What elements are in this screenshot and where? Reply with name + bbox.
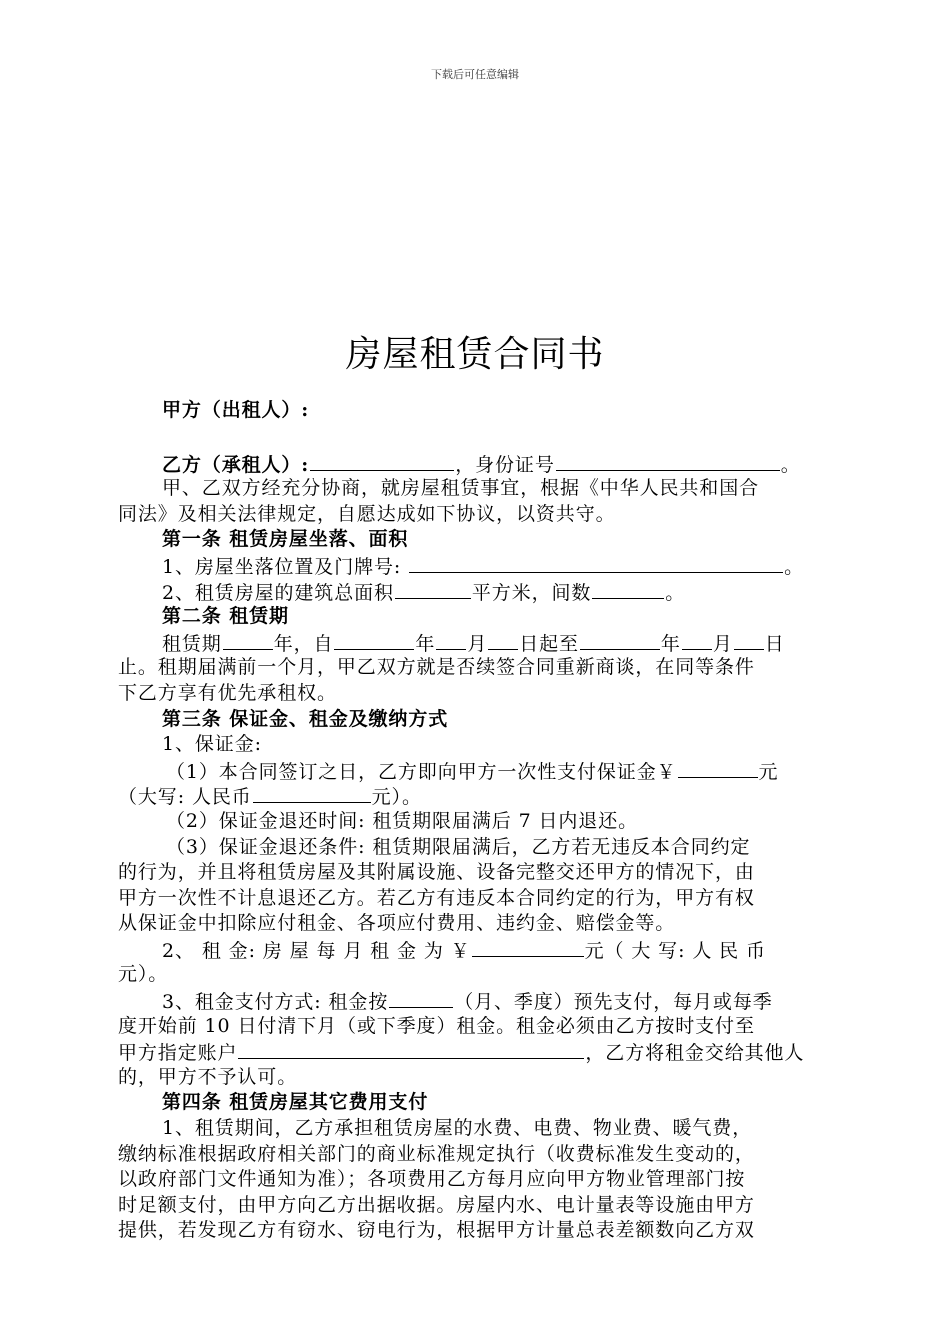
- article-3-item-3-line-4: 的，甲方不予认可。: [118, 1065, 298, 1088]
- article-4-line-5: 提供，若发现乙方有窃水、窃电行为，根据甲方计量总表差额数向乙方双: [118, 1219, 755, 1242]
- article-4-line-4: 时足额支付，由甲方向乙方出据收据。房屋内水、电计量表等设施由甲方: [118, 1193, 755, 1216]
- intro-line-2: 同法》及相关法律规定，自愿达成如下协议，以资共守。: [118, 502, 616, 525]
- area-blank[interactable]: [395, 579, 471, 599]
- end-month-blank[interactable]: [682, 630, 712, 650]
- article-3-sub-3-line-3: 甲方一次性不计息退还乙方。若乙方有违反本合同约定的行为，甲方有权: [118, 886, 755, 909]
- intro-line-1: 甲、乙双方经充分协商，就房屋租赁事宜，根据《中华人民共和国合: [162, 477, 760, 500]
- contract-body: [118, 398, 834, 1244]
- article-3-sub-1-line-2: （大写: 人民币 元）。: [118, 783, 834, 809]
- party-b-line: 乙方（承租人）: ，身份证号 。: [118, 451, 834, 477]
- article-3-item-3-line-1: 3、租金支付方式: 租金按 （月、季度）预先支付，每月或每季: [118, 988, 834, 1014]
- article-4-line-1: 1、租赁期间，乙方承担租赁房屋的水费、电费、物业费、暖气费，: [162, 1117, 753, 1140]
- start-month-blank[interactable]: [436, 630, 466, 650]
- article-4-line-3: 以政府部门文件通知为准）；各项费用乙方每月应向甲方物业管理部门按: [118, 1168, 746, 1191]
- id-number-blank[interactable]: [556, 451, 780, 471]
- article-1-item-1: 1、房屋坐落位置及门牌号: 。: [118, 553, 834, 579]
- room-count-blank[interactable]: [592, 579, 664, 599]
- article-3-item-1: 1、保证金:: [162, 733, 262, 756]
- article-3-sub-3-line-2: 的行为，并且将租赁房屋及其附属设施、设备完整交还甲方的情况下，由: [118, 861, 755, 884]
- article-3-sub-1-line-1: （1）本合同签订之日，乙方即向甲方一次性支付保证金￥ 元: [118, 758, 834, 784]
- article-2-line-1: 租赁期 年，自 年 月 日起至 年 月 日: [118, 630, 834, 656]
- article-3-heading: 第三条 保证金、租金及缴纳方式: [162, 707, 449, 730]
- end-day-blank[interactable]: [734, 630, 764, 650]
- deposit-uppercase-blank[interactable]: [253, 783, 371, 803]
- payment-period-blank[interactable]: [389, 988, 453, 1008]
- lease-years-blank[interactable]: [223, 630, 273, 650]
- article-3-sub-3-line-1: （3）保证金退还条件: 租赁期限届满后，乙方若无违反本合同约定: [166, 835, 751, 858]
- monthly-rent-blank[interactable]: [472, 937, 584, 957]
- article-3-item-2-line-2: 元）。: [118, 963, 169, 986]
- document-title: 房屋租赁合同书: [345, 334, 605, 375]
- article-1-item-2: 2、租赁房屋的建筑总面积 平方米，间数 。: [118, 579, 834, 605]
- start-year-blank[interactable]: [334, 630, 414, 650]
- end-year-blank[interactable]: [580, 630, 660, 650]
- article-3-item-2-line-1: 2、 租 金: 房 屋 每 月 租 金 为 ￥ 元（ 大 写: 人 民 币: [118, 937, 834, 963]
- article-3-sub-2: （2）保证金退还时间: 租赁期限届满后 7 日内退还。: [166, 809, 638, 832]
- article-2-line-2: 止。租期届满前一个月，甲乙双方就是否续签合同重新商谈，在同等条件: [118, 656, 755, 679]
- article-4-line-2: 缴纳标准根据政府相关部门的商业标准规定执行（收费标准发生变动的，: [118, 1142, 755, 1165]
- article-3-item-3-line-3: 甲方指定账户 ，乙方将租金交给其他人: [118, 1039, 834, 1065]
- start-day-blank[interactable]: [488, 630, 518, 650]
- party-a-line: 甲方（出租人）:: [162, 399, 310, 421]
- article-2-heading: 第二条 租赁期: [162, 605, 289, 628]
- article-4-heading: 第四条 租赁房屋其它费用支付: [162, 1091, 429, 1114]
- article-2-line-3: 下乙方享有优先承租权。: [118, 681, 337, 704]
- article-3-sub-3-line-4: 从保证金中扣除应付租金、各项应付费用、违约金、赔偿金等。: [118, 912, 676, 935]
- bank-account-blank[interactable]: [238, 1039, 584, 1059]
- address-blank[interactable]: [409, 553, 783, 573]
- party-b-name-blank[interactable]: [310, 451, 454, 471]
- deposit-amount-blank[interactable]: [678, 758, 758, 778]
- header-note: 下载后可任意编辑: [431, 68, 519, 81]
- article-3-item-3-line-2: 度开始前 10 日付清下月（或下季度）租金。租金必须由乙方按时支付至: [118, 1014, 755, 1037]
- article-1-heading: 第一条 租赁房屋坐落、面积: [162, 528, 409, 551]
